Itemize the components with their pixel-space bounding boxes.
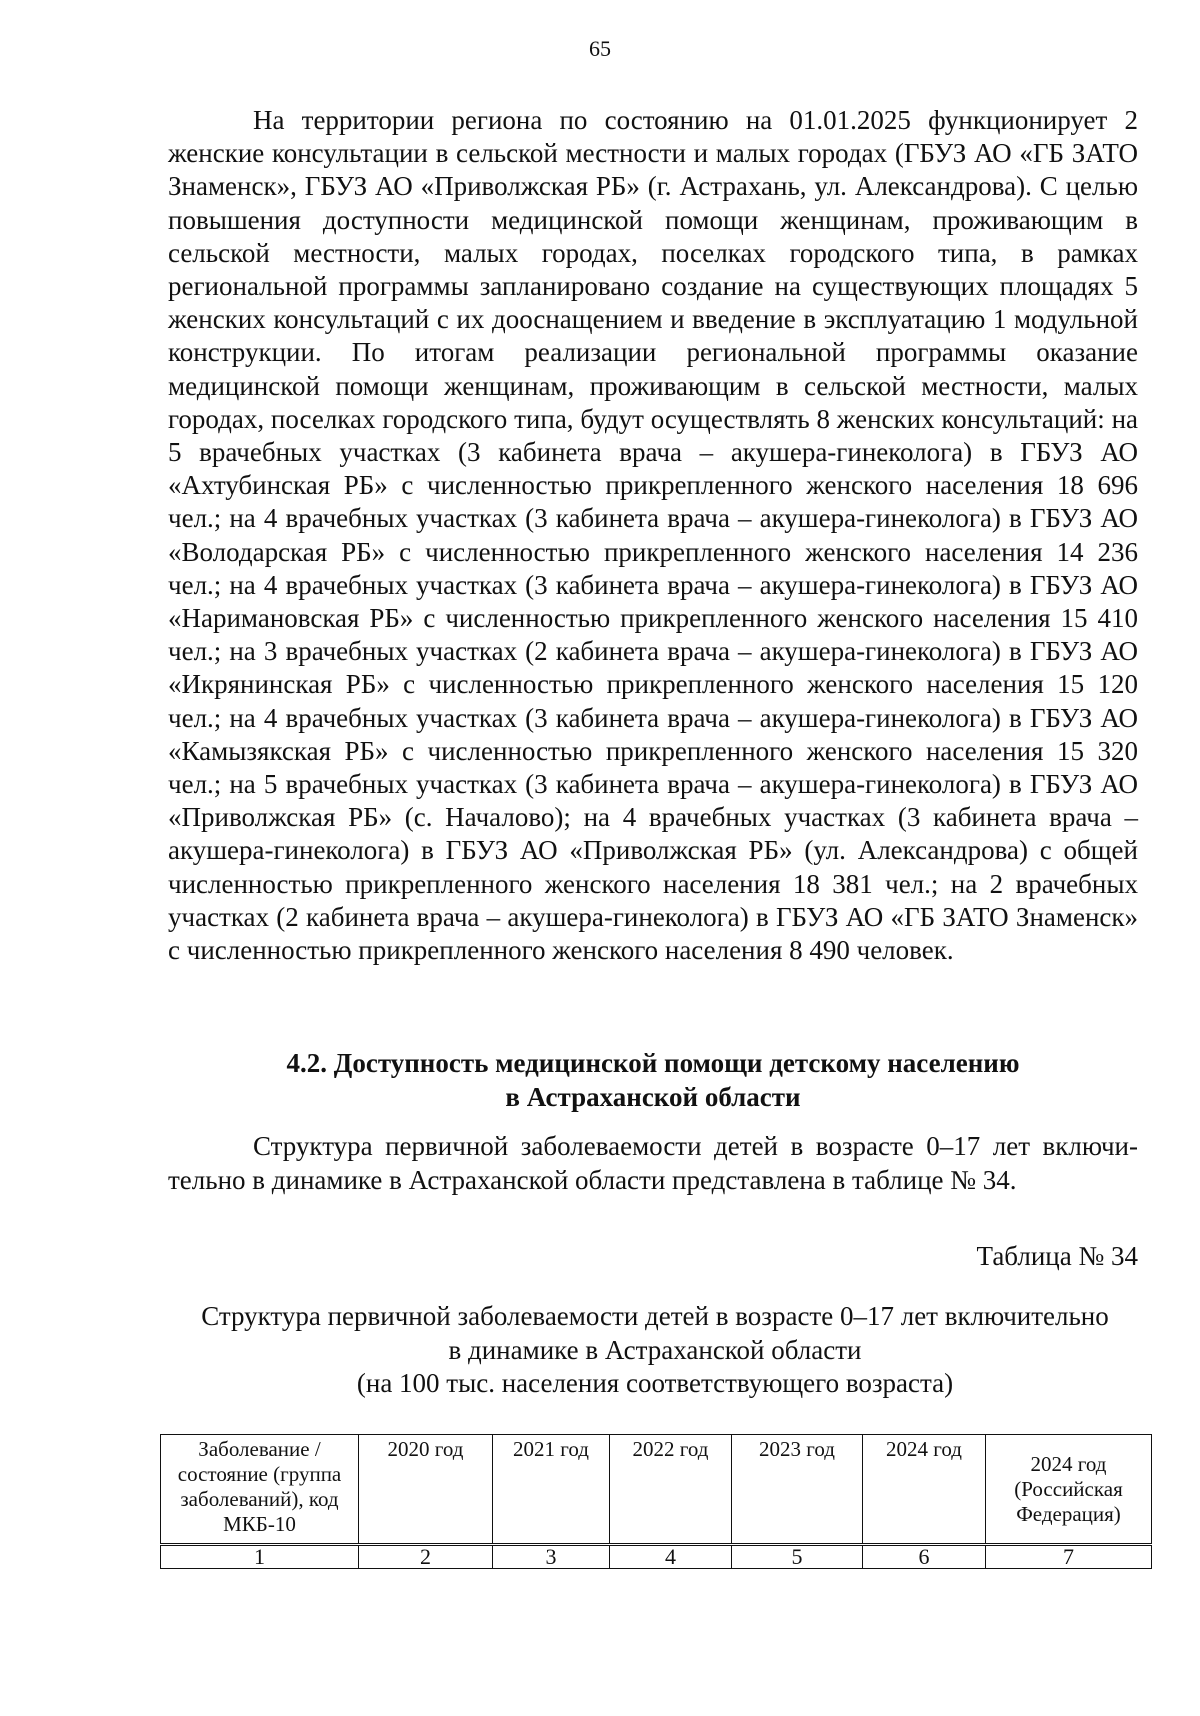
section-heading	[168, 1046, 1138, 1114]
table-caption-line-2: в динамике в Астраханской области	[448, 1334, 862, 1365]
header-cell-2023: 2023 год	[732, 1435, 863, 1545]
column-number-cell: 2	[359, 1545, 493, 1569]
column-number-cell: 1	[161, 1545, 359, 1569]
header-cell-2022: 2022 год	[610, 1435, 732, 1545]
header-cell-2024-rf: 2024 год (Российская Федерация)	[986, 1435, 1152, 1545]
table-caption-line-1: Структура первичной заболеваемости детей в возрасте 0–17 лет включительно	[201, 1301, 1109, 1331]
table-caption	[150, 1300, 1160, 1401]
page-number: 65	[589, 36, 611, 61]
header-cell-2021: 2021 год	[493, 1435, 610, 1545]
column-number-cell: 3	[493, 1545, 610, 1569]
header-cell-2024: 2024 год	[863, 1435, 986, 1545]
column-number-cell: 6	[863, 1545, 986, 1569]
header-cell-2020: 2020 год	[359, 1435, 493, 1545]
section-heading-line-1: 4.2. Доступность медицинской помощи детскому населению	[286, 1048, 1020, 1078]
morbidity-table	[160, 1434, 1152, 1569]
section-heading-line-2: в Астраханской области	[505, 1082, 801, 1112]
table-header-row	[161, 1435, 1152, 1545]
body-paragraph: На территории региона по состоянию на 01.01.2025 функционирует 2 женские консультации в сельской местности и малых городах (ГБУЗ АО «ГБ ЗАТО Знаменск», ГБУЗ АО «Приволжская РБ» (г. Астрахань, ул. Александрова). С целью повышения доступности медицинской помощи женщинам, проживающим в сельской местности, малых городах, поселках городского типа, в рамках региональной программы запланировано создание на существующих площадях 5 женских консультаций с их дооснащением и введение в эксплуатацию 1 модульной конструкции. По итогам реализации региональной программы оказание медицинской помощи женщинам, проживающим в сельской местности, малых городах, поселках городского типа, будут осуществлять 8 женских консультаций: на 5 врачебных участках (3 кабинета врача – акушера-гинеколога) в ГБУЗ АО «Ахтубинская РБ» с численностью прикрепленного женского населения 18 696 чел.; на 4 врачебных участках (3 кабинета врача – акушера-гинеколога) в ГБУЗ АО «Володарская РБ» с численностью прикрепленного женского населения 14 236 чел.; на 4 врачебных участках (3 кабинета врача – акушера-гинеколога) в ГБУЗ АО «Наримановская РБ» с численностью прикрепленного женского населения 15 410 чел.; на 3 врачебных участках (2 кабинета врача – акушера-гинеколога) в ГБУЗ АО «Икрянинская РБ» с численностью прикрепленного женского населения 15 120 чел.; на 4 врачебных участках (3 кабинета врача – акушера-гинеколога) в ГБУЗ АО «Камызякская РБ» с численностью прикрепленного женского населения 15 320 чел.; на 5 врачебных участках (3 кабинета врача – акушера-гинеколога) в ГБУЗ АО «Приволжская РБ» (с. Началово); на 4 врачебных участках (3 кабинета врача – акушера-гинеколога) в ГБУЗ АО «Приволжская РБ» (ул. Александрова) с общей численностью прикрепленного женского населения 18 381 чел.; на 2 врачебных участках (2 кабинета врача – акушера-гинеколога) в ГБУЗ АО «ГБ ЗАТО Знаменск» с численностью прикрепленного женского населения 8 490 человек.	[168, 105, 1138, 966]
column-number-cell: 5	[732, 1545, 863, 1569]
table-caption-line-3: (на 100 тыс. населения соответствующего возраста)	[356, 1368, 954, 1398]
column-number-cell: 7	[986, 1545, 1152, 1569]
section-intro-paragraph: Структура первичной заболеваемости детей в возрасте 0–17 лет включительно в динамике в Астраханской области представлена в таблице № 34.	[168, 1131, 1138, 1195]
table-number-label: Таблица № 34	[976, 1241, 1138, 1271]
header-cell-disease: Заболевание / состояние (группа заболеваний), код МКБ-10	[161, 1435, 359, 1545]
table-column-number-row	[161, 1545, 1152, 1569]
column-number-cell: 4	[610, 1545, 732, 1569]
